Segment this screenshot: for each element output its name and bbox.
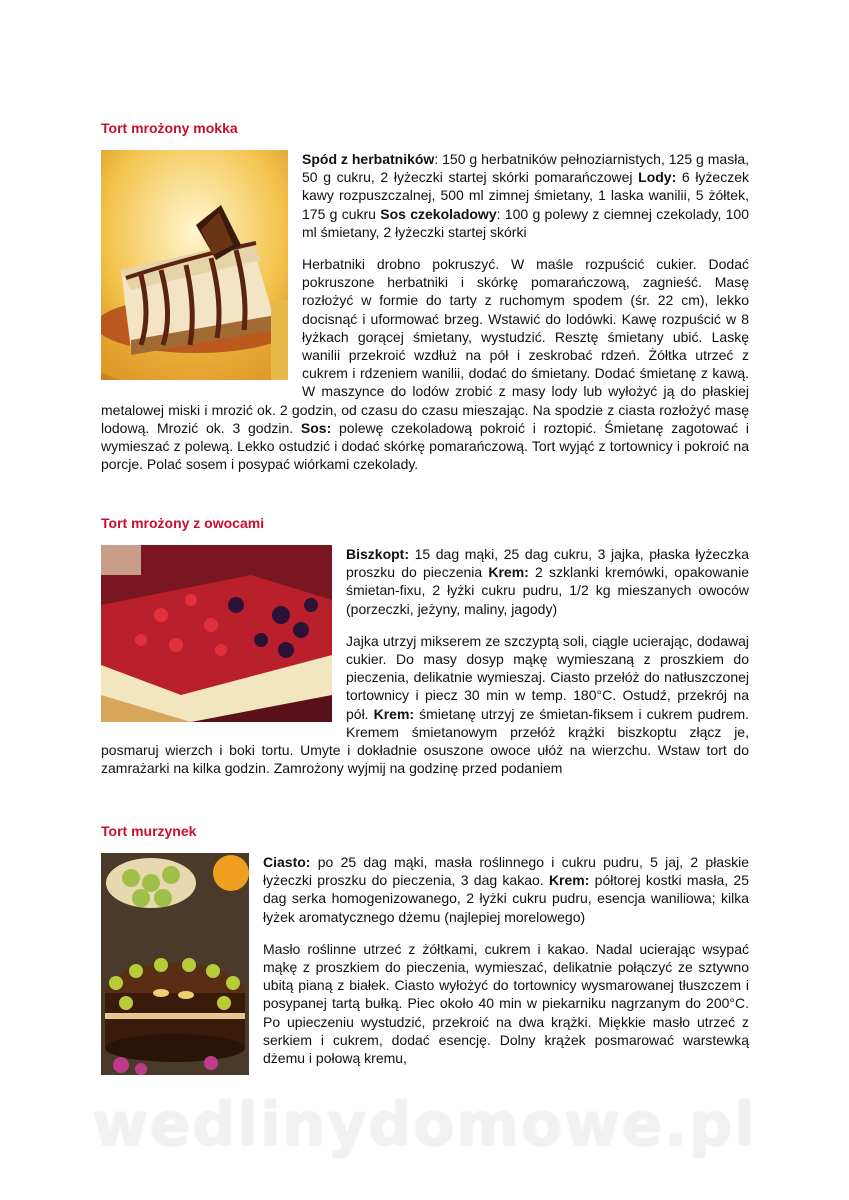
method-part: Masło roślinne utrzeć z żółtkami, cukrem i kakao. Nadal ucierając wsypać mąkę z proszkiem do pieczenia, wymieszać, delikatnie połączyć ze sztywno ubitą pianą z białek. Ciasto wyłożyć do tortownicy wysmarowanej tłuszczem i posypanej tartą bułką. Piec około 40 min w piekarniku nagrzanym do 200°C. Po upieczeniu wystudzić, przekroić na dwa krążki. Miękkie masło utrzeć z serkiem i cukrem, dodać esencję. Dolny krążek posmarować warstewką dżemu i połową kremu, [263, 940, 749, 1067]
ingredient-text: półtorej kostki masła, 25 dag serka homogenizowanego, 2 łyżki cukru pudru, esencja waniliowa; kilka łyżek aromatycznego dżemu (najlepiej morelowego) [263, 872, 749, 925]
ingredient-heading: Biszkopt: [346, 546, 409, 562]
ingredient-text: po 25 dag mąki, masła roślinnego i cukru pudru, 5 jaj, 2 płaskie łyżeczki proszku do pieczenia, 3 dag kakao. [263, 854, 749, 889]
method-part: śmietanę utrzyj ze śmietan-fiksem i cukrem pudrem. Kremem śmietanowym przełóż krążki biszkoptu złącz je, posmaruj wierzch i boki tortu. Umyte i dokładnie osuszone owoce ułóż na wierzchu. Wstaw tort do zamrażarki na kilka godzin. Zamrożony wyjmij na godzinę przed podaniem [101, 705, 749, 777]
method-part: polewę czekoladową pokroić i roztopić. Śmietanę zagotować i wymieszać z polewą. Lekko ostudzić i dodać skórkę pomarańczową. Tort wyjąć z tortownicy i pokroić na porcje. Polać sosem i posypać wiórkami czekolady. [101, 419, 749, 473]
mocha-cake-photo [101, 150, 288, 380]
ingredient-text: 15 dag mąki, 25 dag cukru, 3 jajka, płaska łyżeczka proszku do pieczenia [346, 546, 749, 581]
fruit-cake-photo [101, 545, 332, 722]
ingredient-text: 6 łyżeczek kawy rozpuszczalnej, 500 ml zimnej śmietany, 1 laska wanilii, 5 żółtek, 175 g cukru [302, 169, 750, 222]
recipe-title: Tort mrożony mokka [101, 120, 238, 136]
recipe-title: Tort murzynek [101, 823, 197, 839]
watermark: wedlinydomowe.pl [92, 1090, 757, 1160]
ingredient-heading: Krem: [548, 872, 590, 889]
recipe-title: Tort mrożony z owocami [101, 515, 265, 531]
ingredient-heading: Sos czekoladowy [380, 205, 497, 222]
ingredient-text: : 150 g herbatników pełnoziarnistych, 125 g masła, 50 g cukru, 2 łyżeczki startej skórki pomarańczowej [302, 151, 749, 186]
ingredient-heading: Spód z herbatników [302, 151, 435, 167]
method-part: Jajka utrzyj mikserem ze szczyptą soli, ciągle ucierając, dodawaj cukier. Do masy dosyp mąkę wymieszaną z proszkiem do pieczenia, delikatnie wymieszaj. Ciasto przełóż do natłuszczonej tortownicy i piecz 30 min w temp. 180°C. Ostudź, przekrój na pół. [346, 632, 749, 722]
recipe-murzynek [101, 823, 749, 1079]
ingredient-text: 2 szklanki kremówki, opakowanie śmietan-fixu, 2 łyżki cukru pudru, 1/2 kg mieszanych owoców (porzeczki, jeżyny, maliny, jagody) [346, 564, 749, 617]
ingredient-text: : 100 g polewy z ciemnej czekolady, 100 ml śmietany, 2 łyżeczki startej skórki [302, 205, 749, 240]
ingredient-heading: Ciasto: [263, 854, 311, 870]
recipe-owoce [101, 515, 749, 777]
recipe-mokka [101, 120, 749, 473]
method-heading: Sos: [300, 419, 332, 436]
ingredient-heading: Lody: [638, 169, 677, 186]
murzynek-cake-photo [101, 853, 249, 1075]
method-heading: Krem: [373, 705, 415, 722]
method-part: Herbatniki drobno pokruszyć. W maśle rozpuścić cukier. Dodać pokruszone herbatniki i skórkę pomarańczową, zagnieść. Masę rozłożyć w formie do tarty z ruchomym spodem (śr. 22 cm), lekko docisnąć i uformować brzeg. Wstawić do lodówki. Kawę rozpuścić w 8 łyżkach gorącej śmietany, wystudzić. Resztę śmietany ubić. Laskę wanilii przekroić wzdłuż na pół i zeskrobać rdzeń. Żółtka utrzeć z cukrem i rdzeniem wanilii, dodać do śmietany. Dodać śmietanę z kawą. W maszynce do lodów zrobić z masy lody lub wyłożyć ją do płaskiej metalowej miski i mrozić ok. 2 godzin, od czasu do czasu mieszając. Na spodzie z ciasta rozłożyć masę lodową. Mrozić ok. 3 godzin. [101, 256, 749, 436]
ingredient-heading: Krem: [488, 564, 529, 581]
